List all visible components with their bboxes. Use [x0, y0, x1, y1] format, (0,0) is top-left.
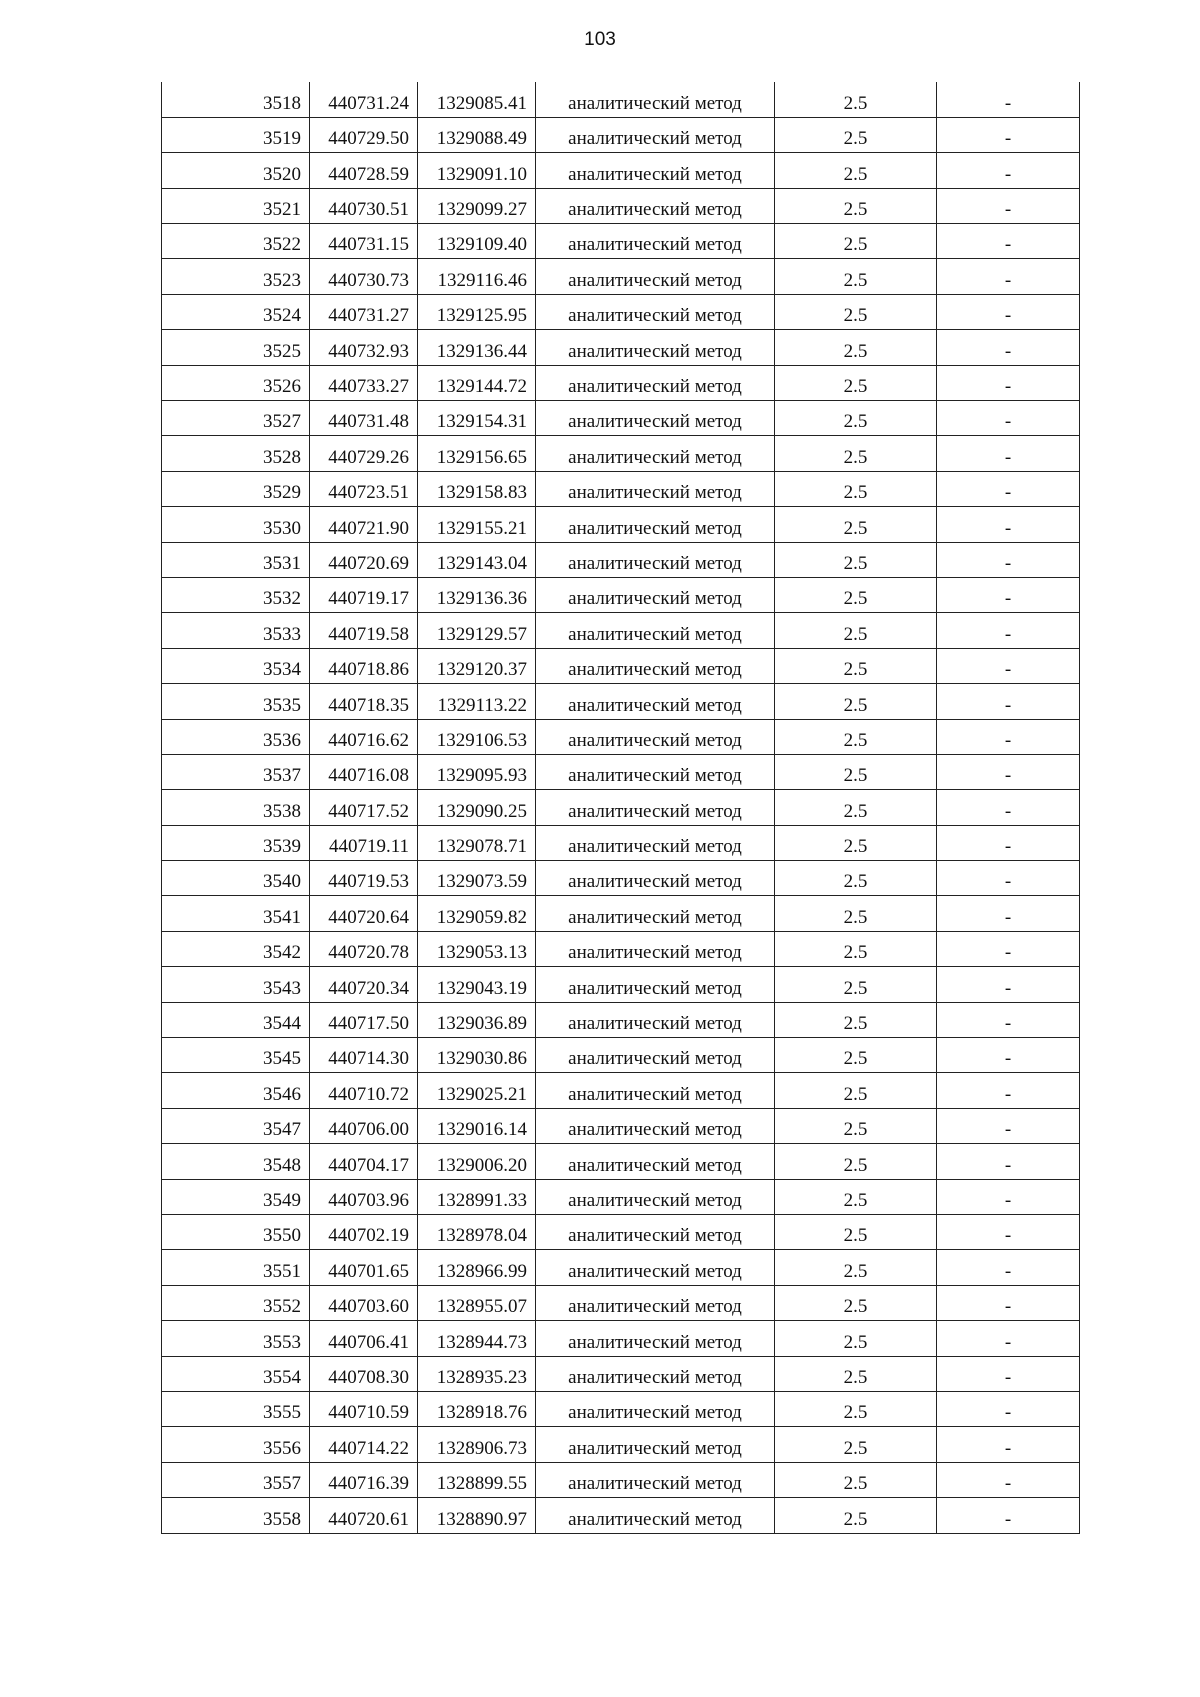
accuracy-cell: 2.5	[775, 967, 937, 1002]
method-cell: аналитический метод	[536, 82, 775, 117]
x-coordinate-cell: 440729.50	[310, 117, 418, 152]
y-coordinate-cell: 1329059.82	[418, 896, 536, 931]
coordinates-table-body	[162, 82, 1080, 1533]
accuracy-cell: 2.5	[775, 1391, 937, 1426]
accuracy-cell: 2.5	[775, 330, 937, 365]
y-coordinate-cell: 1328966.99	[418, 1250, 536, 1285]
y-coordinate-cell: 1329095.93	[418, 754, 536, 789]
point-number-cell: 3556	[162, 1427, 310, 1462]
point-number-cell: 3531	[162, 542, 310, 577]
point-number-cell: 3557	[162, 1462, 310, 1497]
accuracy-cell: 2.5	[775, 825, 937, 860]
method-cell: аналитический метод	[536, 330, 775, 365]
table-row	[162, 790, 1080, 825]
method-cell: аналитический метод	[536, 542, 775, 577]
note-cell: -	[937, 896, 1080, 931]
table-row	[162, 436, 1080, 471]
method-cell: аналитический метод	[536, 684, 775, 719]
accuracy-cell: 2.5	[775, 365, 937, 400]
y-coordinate-cell: 1329106.53	[418, 719, 536, 754]
x-coordinate-cell: 440719.17	[310, 577, 418, 612]
method-cell: аналитический метод	[536, 259, 775, 294]
point-number-cell: 3525	[162, 330, 310, 365]
accuracy-cell: 2.5	[775, 436, 937, 471]
table-row	[162, 117, 1080, 152]
x-coordinate-cell: 440720.64	[310, 896, 418, 931]
table-row	[162, 1427, 1080, 1462]
method-cell: аналитический метод	[536, 1285, 775, 1320]
point-number-cell: 3542	[162, 931, 310, 966]
note-cell: -	[937, 684, 1080, 719]
method-cell: аналитический метод	[536, 1321, 775, 1356]
method-cell: аналитический метод	[536, 1391, 775, 1426]
x-coordinate-cell: 440719.58	[310, 613, 418, 648]
note-cell: -	[937, 117, 1080, 152]
accuracy-cell: 2.5	[775, 507, 937, 542]
table-row	[162, 1285, 1080, 1320]
note-cell: -	[937, 613, 1080, 648]
x-coordinate-cell: 440731.15	[310, 224, 418, 259]
table-row	[162, 577, 1080, 612]
x-coordinate-cell: 440716.62	[310, 719, 418, 754]
method-cell: аналитический метод	[536, 188, 775, 223]
point-number-cell: 3543	[162, 967, 310, 1002]
point-number-cell: 3547	[162, 1108, 310, 1143]
table-row	[162, 188, 1080, 223]
table-row	[162, 153, 1080, 188]
accuracy-cell: 2.5	[775, 117, 937, 152]
point-number-cell: 3546	[162, 1073, 310, 1108]
y-coordinate-cell: 1328944.73	[418, 1321, 536, 1356]
y-coordinate-cell: 1328991.33	[418, 1179, 536, 1214]
table-row	[162, 330, 1080, 365]
accuracy-cell: 2.5	[775, 294, 937, 329]
accuracy-cell: 2.5	[775, 1038, 937, 1073]
note-cell: -	[937, 967, 1080, 1002]
method-cell: аналитический метод	[536, 896, 775, 931]
table-row	[162, 365, 1080, 400]
note-cell: -	[937, 224, 1080, 259]
point-number-cell: 3544	[162, 1002, 310, 1037]
method-cell: аналитический метод	[536, 825, 775, 860]
note-cell: -	[937, 1038, 1080, 1073]
x-coordinate-cell: 440720.78	[310, 931, 418, 966]
method-cell: аналитический метод	[536, 719, 775, 754]
note-cell: -	[937, 1391, 1080, 1426]
note-cell: -	[937, 1108, 1080, 1143]
accuracy-cell: 2.5	[775, 401, 937, 436]
table-row	[162, 1179, 1080, 1214]
method-cell: аналитический метод	[536, 861, 775, 896]
x-coordinate-cell: 440701.65	[310, 1250, 418, 1285]
y-coordinate-cell: 1328935.23	[418, 1356, 536, 1391]
method-cell: аналитический метод	[536, 790, 775, 825]
note-cell: -	[937, 1179, 1080, 1214]
x-coordinate-cell: 440716.08	[310, 754, 418, 789]
point-number-cell: 3533	[162, 613, 310, 648]
table-row	[162, 259, 1080, 294]
note-cell: -	[937, 259, 1080, 294]
accuracy-cell: 2.5	[775, 754, 937, 789]
y-coordinate-cell: 1329030.86	[418, 1038, 536, 1073]
note-cell: -	[937, 330, 1080, 365]
x-coordinate-cell: 440718.86	[310, 648, 418, 683]
note-cell: -	[937, 719, 1080, 754]
y-coordinate-cell: 1328955.07	[418, 1285, 536, 1320]
method-cell: аналитический метод	[536, 613, 775, 648]
point-number-cell: 3548	[162, 1144, 310, 1179]
point-number-cell: 3528	[162, 436, 310, 471]
table-row	[162, 754, 1080, 789]
y-coordinate-cell: 1328978.04	[418, 1215, 536, 1250]
table-row	[162, 861, 1080, 896]
note-cell: -	[937, 471, 1080, 506]
method-cell: аналитический метод	[536, 1215, 775, 1250]
x-coordinate-cell: 440721.90	[310, 507, 418, 542]
note-cell: -	[937, 1144, 1080, 1179]
note-cell: -	[937, 1462, 1080, 1497]
x-coordinate-cell: 440706.41	[310, 1321, 418, 1356]
method-cell: аналитический метод	[536, 401, 775, 436]
point-number-cell: 3538	[162, 790, 310, 825]
x-coordinate-cell: 440714.22	[310, 1427, 418, 1462]
point-number-cell: 3540	[162, 861, 310, 896]
method-cell: аналитический метод	[536, 1179, 775, 1214]
y-coordinate-cell: 1329120.37	[418, 648, 536, 683]
point-number-cell: 3532	[162, 577, 310, 612]
table-row	[162, 1108, 1080, 1143]
point-number-cell: 3541	[162, 896, 310, 931]
accuracy-cell: 2.5	[775, 1108, 937, 1143]
y-coordinate-cell: 1329036.89	[418, 1002, 536, 1037]
y-coordinate-cell: 1328918.76	[418, 1391, 536, 1426]
note-cell: -	[937, 1285, 1080, 1320]
table-row	[162, 1356, 1080, 1391]
x-coordinate-cell: 440732.93	[310, 330, 418, 365]
y-coordinate-cell: 1329078.71	[418, 825, 536, 860]
point-number-cell: 3535	[162, 684, 310, 719]
note-cell: -	[937, 1321, 1080, 1356]
y-coordinate-cell: 1329099.27	[418, 188, 536, 223]
accuracy-cell: 2.5	[775, 931, 937, 966]
x-coordinate-cell: 440708.30	[310, 1356, 418, 1391]
table-row	[162, 931, 1080, 966]
table-row	[162, 648, 1080, 683]
point-number-cell: 3527	[162, 401, 310, 436]
table-row	[162, 294, 1080, 329]
x-coordinate-cell: 440706.00	[310, 1108, 418, 1143]
y-coordinate-cell: 1329125.95	[418, 294, 536, 329]
method-cell: аналитический метод	[536, 365, 775, 400]
y-coordinate-cell: 1329088.49	[418, 117, 536, 152]
table-row	[162, 1462, 1080, 1497]
table-row	[162, 684, 1080, 719]
method-cell: аналитический метод	[536, 1073, 775, 1108]
accuracy-cell: 2.5	[775, 648, 937, 683]
accuracy-cell: 2.5	[775, 1250, 937, 1285]
point-number-cell: 3530	[162, 507, 310, 542]
note-cell: -	[937, 188, 1080, 223]
note-cell: -	[937, 294, 1080, 329]
method-cell: аналитический метод	[536, 294, 775, 329]
x-coordinate-cell: 440720.61	[310, 1498, 418, 1533]
table-row	[162, 542, 1080, 577]
note-cell: -	[937, 1250, 1080, 1285]
method-cell: аналитический метод	[536, 224, 775, 259]
accuracy-cell: 2.5	[775, 896, 937, 931]
y-coordinate-cell: 1328899.55	[418, 1462, 536, 1497]
accuracy-cell: 2.5	[775, 719, 937, 754]
point-number-cell: 3534	[162, 648, 310, 683]
method-cell: аналитический метод	[536, 471, 775, 506]
note-cell: -	[937, 365, 1080, 400]
accuracy-cell: 2.5	[775, 1144, 937, 1179]
table-row	[162, 224, 1080, 259]
x-coordinate-cell: 440733.27	[310, 365, 418, 400]
table-row	[162, 1391, 1080, 1426]
table-row	[162, 82, 1080, 117]
y-coordinate-cell: 1329143.04	[418, 542, 536, 577]
x-coordinate-cell: 440717.50	[310, 1002, 418, 1037]
accuracy-cell: 2.5	[775, 613, 937, 648]
method-cell: аналитический метод	[536, 754, 775, 789]
x-coordinate-cell: 440731.27	[310, 294, 418, 329]
x-coordinate-cell: 440703.96	[310, 1179, 418, 1214]
method-cell: аналитический метод	[536, 436, 775, 471]
y-coordinate-cell: 1329158.83	[418, 471, 536, 506]
note-cell: -	[937, 790, 1080, 825]
note-cell: -	[937, 401, 1080, 436]
note-cell: -	[937, 861, 1080, 896]
table-row	[162, 471, 1080, 506]
method-cell: аналитический метод	[536, 1250, 775, 1285]
method-cell: аналитический метод	[536, 507, 775, 542]
accuracy-cell: 2.5	[775, 259, 937, 294]
y-coordinate-cell: 1328906.73	[418, 1427, 536, 1462]
method-cell: аналитический метод	[536, 1427, 775, 1462]
point-number-cell: 3553	[162, 1321, 310, 1356]
note-cell: -	[937, 1073, 1080, 1108]
accuracy-cell: 2.5	[775, 1427, 937, 1462]
method-cell: аналитический метод	[536, 1498, 775, 1533]
method-cell: аналитический метод	[536, 1002, 775, 1037]
note-cell: -	[937, 754, 1080, 789]
x-coordinate-cell: 440731.48	[310, 401, 418, 436]
accuracy-cell: 2.5	[775, 1002, 937, 1037]
method-cell: аналитический метод	[536, 1144, 775, 1179]
x-coordinate-cell: 440720.69	[310, 542, 418, 577]
table-row	[162, 507, 1080, 542]
y-coordinate-cell: 1329144.72	[418, 365, 536, 400]
accuracy-cell: 2.5	[775, 542, 937, 577]
point-number-cell: 3524	[162, 294, 310, 329]
y-coordinate-cell: 1329154.31	[418, 401, 536, 436]
accuracy-cell: 2.5	[775, 1462, 937, 1497]
y-coordinate-cell: 1329053.13	[418, 931, 536, 966]
point-number-cell: 3539	[162, 825, 310, 860]
point-number-cell: 3523	[162, 259, 310, 294]
y-coordinate-cell: 1329109.40	[418, 224, 536, 259]
table-row	[162, 1038, 1080, 1073]
x-coordinate-cell: 440710.72	[310, 1073, 418, 1108]
x-coordinate-cell: 440710.59	[310, 1391, 418, 1426]
accuracy-cell: 2.5	[775, 82, 937, 117]
table-row	[162, 1250, 1080, 1285]
x-coordinate-cell: 440731.24	[310, 82, 418, 117]
method-cell: аналитический метод	[536, 117, 775, 152]
y-coordinate-cell: 1329043.19	[418, 967, 536, 1002]
accuracy-cell: 2.5	[775, 790, 937, 825]
x-coordinate-cell: 440730.73	[310, 259, 418, 294]
note-cell: -	[937, 153, 1080, 188]
point-number-cell: 3518	[162, 82, 310, 117]
note-cell: -	[937, 1002, 1080, 1037]
table-row	[162, 1144, 1080, 1179]
note-cell: -	[937, 542, 1080, 577]
method-cell: аналитический метод	[536, 967, 775, 1002]
accuracy-cell: 2.5	[775, 1321, 937, 1356]
x-coordinate-cell: 440716.39	[310, 1462, 418, 1497]
note-cell: -	[937, 648, 1080, 683]
x-coordinate-cell: 440718.35	[310, 684, 418, 719]
method-cell: аналитический метод	[536, 153, 775, 188]
accuracy-cell: 2.5	[775, 188, 937, 223]
table-row	[162, 1321, 1080, 1356]
point-number-cell: 3558	[162, 1498, 310, 1533]
point-number-cell: 3555	[162, 1391, 310, 1426]
point-number-cell: 3519	[162, 117, 310, 152]
point-number-cell: 3545	[162, 1038, 310, 1073]
table-row	[162, 719, 1080, 754]
y-coordinate-cell: 1329025.21	[418, 1073, 536, 1108]
point-number-cell: 3549	[162, 1179, 310, 1214]
method-cell: аналитический метод	[536, 1108, 775, 1143]
x-coordinate-cell: 440729.26	[310, 436, 418, 471]
note-cell: -	[937, 1498, 1080, 1533]
method-cell: аналитический метод	[536, 1038, 775, 1073]
table-row	[162, 401, 1080, 436]
y-coordinate-cell: 1329129.57	[418, 613, 536, 648]
y-coordinate-cell: 1329073.59	[418, 861, 536, 896]
note-cell: -	[937, 1356, 1080, 1391]
point-number-cell: 3521	[162, 188, 310, 223]
point-number-cell: 3552	[162, 1285, 310, 1320]
y-coordinate-cell: 1329091.10	[418, 153, 536, 188]
method-cell: аналитический метод	[536, 577, 775, 612]
x-coordinate-cell: 440719.11	[310, 825, 418, 860]
table-row	[162, 896, 1080, 931]
accuracy-cell: 2.5	[775, 861, 937, 896]
coordinates-table	[161, 82, 1080, 1534]
accuracy-cell: 2.5	[775, 1073, 937, 1108]
accuracy-cell: 2.5	[775, 684, 937, 719]
accuracy-cell: 2.5	[775, 224, 937, 259]
note-cell: -	[937, 436, 1080, 471]
y-coordinate-cell: 1329136.44	[418, 330, 536, 365]
accuracy-cell: 2.5	[775, 153, 937, 188]
y-coordinate-cell: 1329085.41	[418, 82, 536, 117]
note-cell: -	[937, 931, 1080, 966]
note-cell: -	[937, 1215, 1080, 1250]
x-coordinate-cell: 440728.59	[310, 153, 418, 188]
x-coordinate-cell: 440717.52	[310, 790, 418, 825]
y-coordinate-cell: 1329116.46	[418, 259, 536, 294]
y-coordinate-cell: 1329016.14	[418, 1108, 536, 1143]
y-coordinate-cell: 1329155.21	[418, 507, 536, 542]
x-coordinate-cell: 440703.60	[310, 1285, 418, 1320]
note-cell: -	[937, 507, 1080, 542]
point-number-cell: 3551	[162, 1250, 310, 1285]
accuracy-cell: 2.5	[775, 1285, 937, 1320]
x-coordinate-cell: 440730.51	[310, 188, 418, 223]
table-row	[162, 1002, 1080, 1037]
point-number-cell: 3554	[162, 1356, 310, 1391]
accuracy-cell: 2.5	[775, 1498, 937, 1533]
table-row	[162, 1498, 1080, 1533]
y-coordinate-cell: 1329136.36	[418, 577, 536, 612]
table-row	[162, 613, 1080, 648]
point-number-cell: 3550	[162, 1215, 310, 1250]
accuracy-cell: 2.5	[775, 1179, 937, 1214]
note-cell: -	[937, 1427, 1080, 1462]
accuracy-cell: 2.5	[775, 577, 937, 612]
x-coordinate-cell: 440720.34	[310, 967, 418, 1002]
table-row	[162, 1073, 1080, 1108]
point-number-cell: 3536	[162, 719, 310, 754]
y-coordinate-cell: 1329090.25	[418, 790, 536, 825]
x-coordinate-cell: 440714.30	[310, 1038, 418, 1073]
y-coordinate-cell: 1329156.65	[418, 436, 536, 471]
point-number-cell: 3537	[162, 754, 310, 789]
y-coordinate-cell: 1329006.20	[418, 1144, 536, 1179]
method-cell: аналитический метод	[536, 931, 775, 966]
method-cell: аналитический метод	[536, 648, 775, 683]
note-cell: -	[937, 82, 1080, 117]
point-number-cell: 3520	[162, 153, 310, 188]
accuracy-cell: 2.5	[775, 471, 937, 506]
method-cell: аналитический метод	[536, 1462, 775, 1497]
point-number-cell: 3526	[162, 365, 310, 400]
method-cell: аналитический метод	[536, 1356, 775, 1391]
note-cell: -	[937, 577, 1080, 612]
table-row	[162, 967, 1080, 1002]
accuracy-cell: 2.5	[775, 1356, 937, 1391]
table-row	[162, 825, 1080, 860]
x-coordinate-cell: 440719.53	[310, 861, 418, 896]
table-row	[162, 1215, 1080, 1250]
point-number-cell: 3522	[162, 224, 310, 259]
x-coordinate-cell: 440702.19	[310, 1215, 418, 1250]
y-coordinate-cell: 1329113.22	[418, 684, 536, 719]
point-number-cell: 3529	[162, 471, 310, 506]
x-coordinate-cell: 440723.51	[310, 471, 418, 506]
accuracy-cell: 2.5	[775, 1215, 937, 1250]
y-coordinate-cell: 1328890.97	[418, 1498, 536, 1533]
note-cell: -	[937, 825, 1080, 860]
x-coordinate-cell: 440704.17	[310, 1144, 418, 1179]
page-number: 103	[584, 29, 616, 50]
